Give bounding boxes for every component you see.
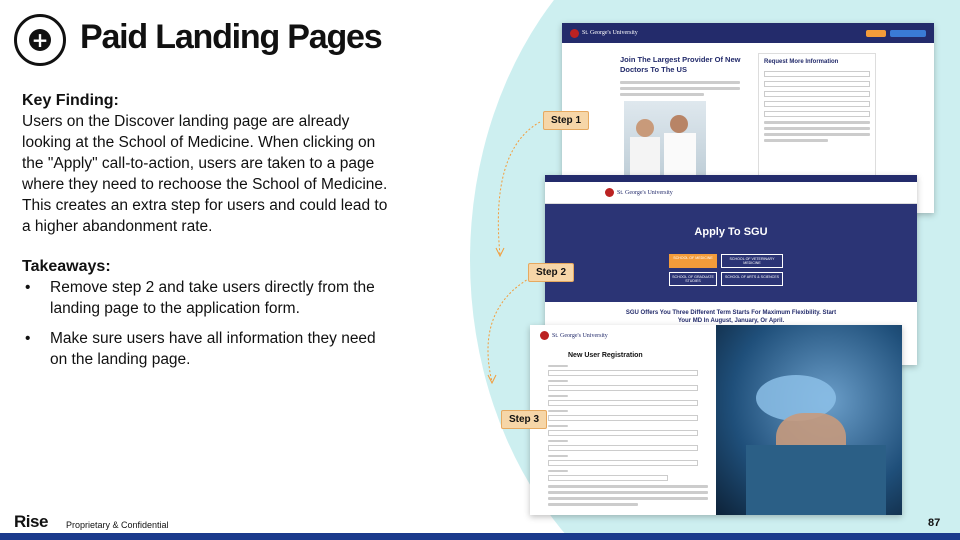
step-3-label: Step 3: [501, 410, 547, 429]
request-info-button: [890, 30, 926, 37]
footer-bar: [0, 533, 960, 540]
registration-title: New User Registration: [568, 352, 643, 359]
takeaway-item: • Make sure users have all information they need on the landing page.: [25, 330, 376, 368]
brand-logo: Rise: [14, 512, 48, 531]
school-of-medicine-button: SCHOOL OF MEDICINE: [669, 254, 717, 268]
takeaways-heading: Takeaways:: [22, 258, 111, 275]
school-of-graduate-button: SCHOOL OF GRADUATE STUDIES: [669, 272, 717, 286]
school-of-arts-button: SCHOOL OF ARTS & SCIENCES: [721, 272, 783, 286]
page-title: Paid Landing Pages: [80, 18, 382, 56]
key-finding-heading: Key Finding:: [22, 92, 119, 109]
school-of-veterinary-button: SCHOOL OF VETERINARY MEDICINE: [721, 254, 783, 268]
takeaways-list: [22, 277, 392, 379]
registration-page-screenshot: [530, 325, 902, 515]
takeaway-item: • Remove step 2 and take users directly from the landing page to the application form.: [25, 279, 375, 317]
key-finding-body: Users on the Discover landing page are already looking at the School of Medicine. When clicking on the "Apply" call-to-action, users are taken to a page where they need to rechoose the School of Medicine. This creates an extra step for users and could lead to a higher abandonment rate.: [22, 113, 388, 235]
form-title: Request More Information: [764, 59, 839, 65]
apply-heading: Apply To SGU: [694, 226, 768, 238]
sgu-logo: St. George's University: [605, 188, 673, 197]
sgu-logo: St. George's University: [540, 331, 706, 340]
registration-form: [540, 365, 706, 506]
step-2-label: Step 2: [528, 263, 574, 282]
landing-headline: Join The Largest Provider Of New Doctors To The US: [620, 55, 741, 74]
step-1-label: Step 1: [543, 111, 589, 130]
surgeon-photo: [716, 325, 902, 515]
term-starts-tagline: SGU Offers You Three Different Term Starts For Maximum Flexibility. Start Your MD In August, January, Or April.: [625, 310, 837, 324]
apply-banner: [545, 204, 917, 302]
apply-button: [866, 30, 886, 37]
takeaway-text: Make sure users have all information they need on the landing page.: [50, 330, 376, 368]
confidential-note: Proprietary & Confidential: [66, 520, 169, 530]
sgu-logo: St. George's University: [570, 29, 638, 38]
takeaway-text: Remove step 2 and take users directly from the landing page to the application form.: [50, 279, 375, 317]
page-number: 87: [928, 517, 941, 529]
plus-circle-icon: +: [14, 14, 66, 66]
